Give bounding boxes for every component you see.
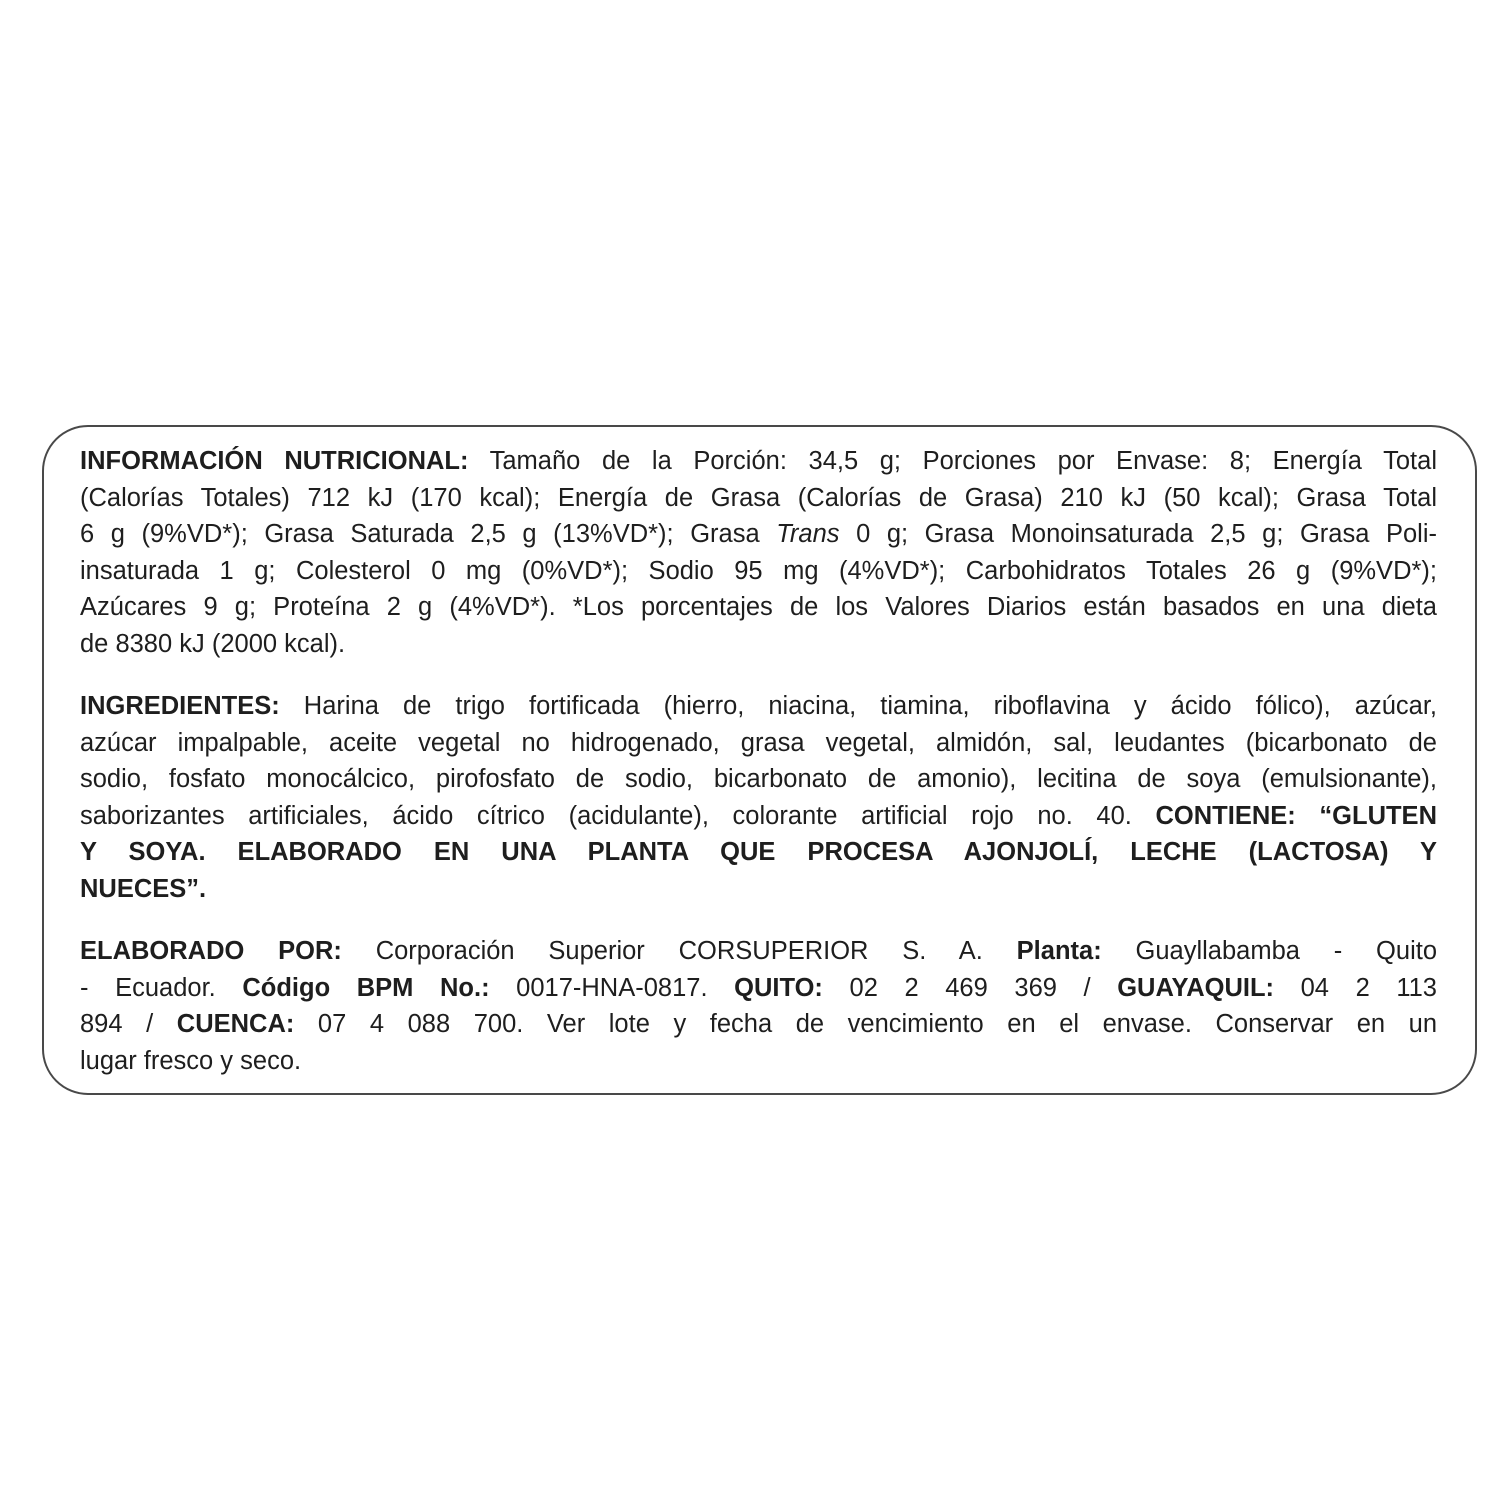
text-segment: Corporación Superior CORSUPERIOR S. A. [341, 937, 1017, 965]
text-line [80, 834, 1437, 871]
text-segment: 0017-HNA-0817. [489, 973, 735, 1002]
text-line [80, 761, 1437, 798]
text-line [80, 933, 1437, 970]
text-segment: insaturada 1 g; Colesterol 0 mg (0%VD*); Sodio 95 mg (4%VD*); Carbohidratos Totales 26 g (9%VD*); [80, 556, 1437, 585]
text-segment: 07 4 088 700. Ver lote y fecha de vencimiento en el envase. Conservar en un [294, 1010, 1437, 1038]
text-segment: saborizantes artificiales, ácido cítrico (acidulante), colorante artificial rojo no. 40. [80, 801, 1156, 830]
text-line [80, 1006, 1437, 1043]
text-segment: sodio, fosfato monocálcico, pirofosfato de sodio, bicarbonato de amonio), lecitina de soya (emulsionante), [80, 765, 1437, 793]
text-segment: NUECES”. [80, 874, 207, 903]
text-line [80, 626, 1437, 663]
ingredients-paragraph [80, 688, 1437, 907]
text-segment: 02 2 469 369 / [822, 973, 1118, 1002]
text-segment: CONTIENE: “GLUTEN [1155, 801, 1437, 830]
text-segment: INGREDIENTES: [80, 692, 280, 720]
text-segment: 6 g (9%VD*); Grasa Saturada 2,5 g (13%VD*); Grasa [80, 520, 777, 548]
text-line [80, 798, 1437, 835]
text-line [80, 725, 1437, 762]
text-segment: 0 g; Grasa Monoinsaturada 2,5 g; Grasa Poli- [839, 520, 1437, 548]
text-line [80, 553, 1437, 590]
text-segment: azúcar impalpable, aceite vegetal no hidrogenado, grasa vegetal, almidón, sal, leudantes (bicarbonato de [80, 728, 1437, 757]
text-line [80, 516, 1437, 553]
text-line [80, 589, 1437, 626]
text-segment: Y SOYA. ELABORADO EN UNA PLANTA QUE PROCESA AJONJOLÍ, LECHE (LACTOSA) Y [80, 838, 1437, 866]
text-segment: QUITO: [734, 973, 823, 1002]
text-segment: Harina de trigo fortificada (hierro, niacina, tiamina, riboflavina y ácido fólico), azúcar, [279, 692, 1437, 720]
text-segment: GUAYAQUIL: [1117, 973, 1275, 1002]
text-segment: Tamaño de la Porción: 34,5 g; Porciones por Envase: 8; Energía Total [468, 447, 1437, 475]
text-segment: (Calorías Totales) 712 kJ (170 kcal); Energía de Grasa (Calorías de Grasa) 210 kJ (50 kcal); Grasa Total [80, 483, 1437, 512]
text-segment: CUENCA: [176, 1010, 295, 1038]
text-line [80, 443, 1437, 480]
text-segment: 894 / [80, 1010, 177, 1038]
text-line [80, 688, 1437, 725]
label-text [80, 443, 1437, 1079]
text-segment: Azúcares 9 g; Proteína 2 g (4%VD*). *Los porcentajes de los Valores Diarios están basados en una dieta [80, 593, 1437, 621]
text-segment: de 8380 kJ (2000 kcal). [80, 629, 346, 658]
text-line [80, 970, 1437, 1007]
text-segment: lugar fresco y seco. [80, 1046, 302, 1075]
text-segment: Código BPM No.: [242, 973, 490, 1002]
text-line [80, 1043, 1437, 1080]
nutrition-facts-paragraph [80, 443, 1437, 662]
text-segment: 04 2 113 [1274, 973, 1437, 1002]
text-segment: ELABORADO POR: [80, 937, 342, 965]
text-segment: Trans [776, 520, 840, 548]
manufacturer-paragraph [80, 933, 1437, 1079]
text-line [80, 480, 1437, 517]
text-segment: Planta: [1016, 937, 1102, 965]
text-line [80, 871, 1437, 908]
nutrition-label [42, 425, 1477, 1095]
text-segment: - Ecuador. [80, 973, 243, 1002]
text-segment: Guayllabamba - Quito [1101, 937, 1437, 965]
text-segment: INFORMACIÓN NUTRICIONAL: [80, 447, 469, 475]
